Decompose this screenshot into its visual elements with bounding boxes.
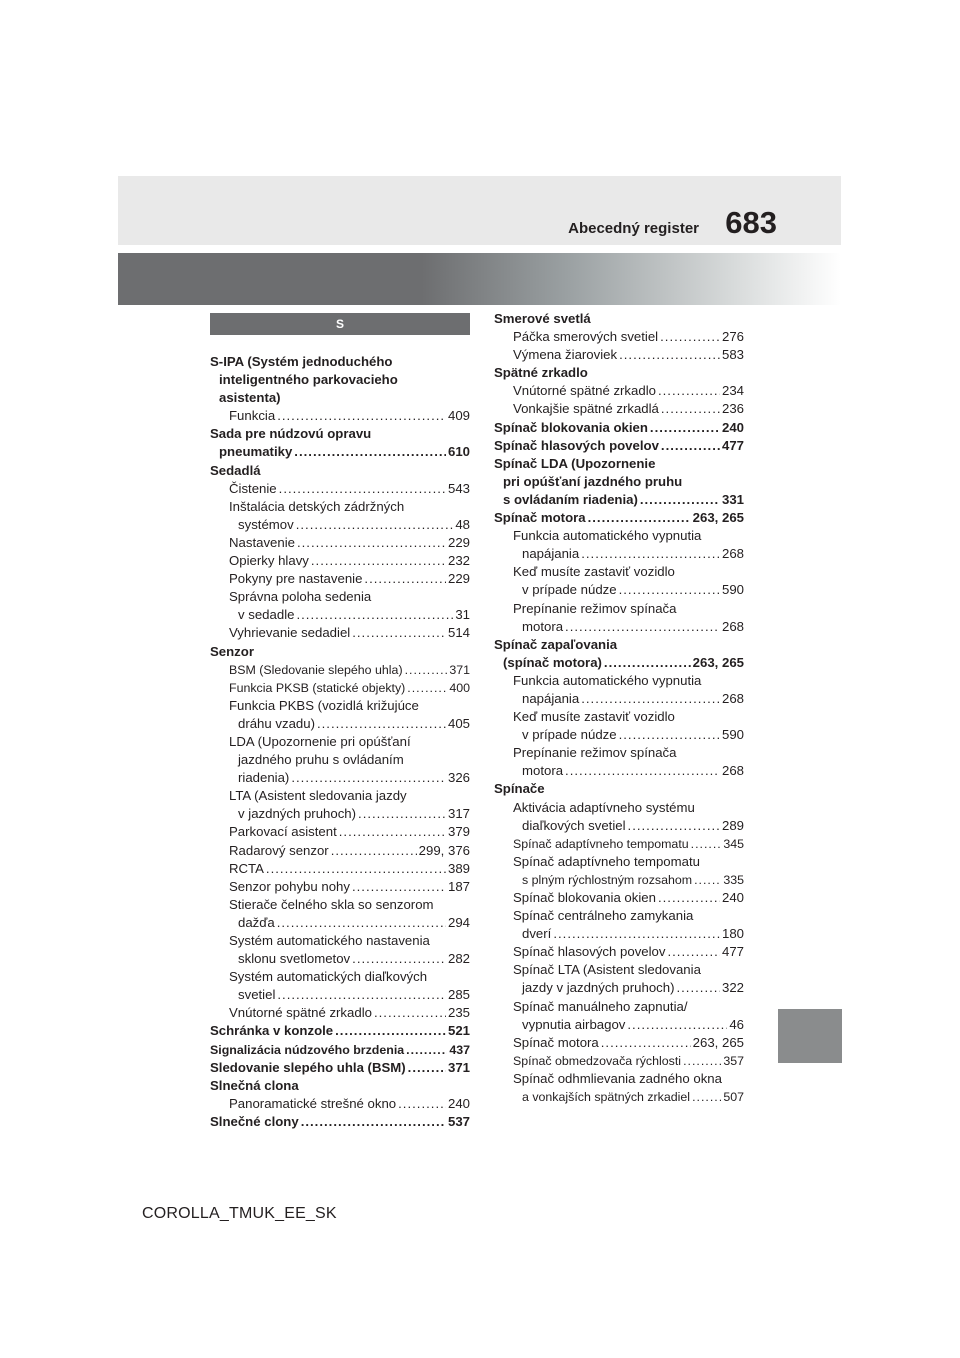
index-entry [494,1052,744,1070]
dot-leader [661,437,720,455]
dot-leader [277,986,446,1004]
index-entry [494,545,744,563]
index-entry: Keď musíte zastaviť vozidlo [513,709,675,725]
index-entry [210,860,470,878]
index-entry [494,925,744,943]
index-entry [494,762,744,780]
index-entry-page: 276 [721,329,744,345]
index-entry-text: Pokyny pre nastavenie [229,571,363,587]
dot-leader [406,1041,447,1059]
index-entry-text: Spínač hlasových povelov [513,944,666,960]
dot-leader [296,606,453,624]
index-entry-page: 294 [447,914,470,930]
index-entry-page: 400 [449,680,470,695]
index-entry: Spínač odhmlievania zadného okna [513,1070,722,1086]
index-entry: Keď musíte zastaviť vozidlo [513,564,675,580]
index-entry [494,509,744,527]
index-entry: Funkcia PKBS (vozidlá križujúce [229,697,419,713]
index-entry [210,679,470,697]
index-entry [494,943,744,961]
dot-leader [553,925,720,943]
index-entry [494,400,744,418]
index-entry-page: 590 [721,582,744,598]
index-entry [210,1113,470,1131]
index-entry-text: Nastavenie [229,534,295,550]
index-entry-page: 46 [729,1016,744,1032]
index-entry-text: dráhu vzadu) [238,715,315,731]
dot-leader [296,516,454,534]
index-entry [210,480,470,498]
index-entry-text: Spínač obmedzovača rýchlosti [513,1053,682,1068]
index-entry [210,823,470,841]
dot-leader [266,860,446,878]
index-entry-page: 405 [447,715,470,731]
index-entry-text: Spínač motora [494,510,586,526]
dot-leader [660,328,720,346]
index-entry [494,871,744,889]
index-entry: Systém automatických diaľkových [229,969,428,985]
index-column-right [494,310,744,1106]
index-entry [494,419,744,437]
dot-leader [335,1022,446,1040]
dot-leader [658,889,720,907]
index-entry-page: 263, 265 [692,654,744,670]
dot-leader [358,805,446,823]
dot-leader [352,624,446,642]
index-entry-page: 590 [721,727,744,743]
index-entry-page: 345 [723,836,744,851]
index-entry-page: 322 [721,980,744,996]
index-entry-page: 610 [447,444,470,460]
index-entry-page: 235 [447,1005,470,1021]
index-entry [210,516,470,534]
index-entry-page: 299, 376 [418,842,470,858]
index-entry: Spínač LTA (Asistent sledovania [513,962,701,978]
dot-leader [588,509,691,527]
index-entry-text: Vonkajšie spätné zrkadlá [513,401,659,417]
dot-leader [311,552,446,570]
index-entry-text: RCTA [229,860,264,876]
index-entry-text: vypnutia airbagov [522,1016,626,1032]
dot-leader [317,715,446,733]
index-entry-text: a vonkajších spätných zrkadiel [522,1090,691,1105]
index-entry-text: BSM (Sledovanie slepého uhla) [229,662,403,677]
index-entry: Spínače [494,781,545,797]
index-entry-text: Senzor pohybu nohy [229,878,350,894]
index-entry-page: 268 [721,618,744,634]
dot-leader [694,871,721,889]
index-entry-page: 229 [447,534,470,550]
dot-leader [691,835,722,853]
index-entry: Funkcia automatického vypnutia [513,672,702,688]
index-entry-page: 240 [721,890,744,905]
index-entry-page: 268 [721,546,744,562]
index-entry-text: pneumatiky [219,444,293,460]
index-entry [210,878,470,896]
index-entry [210,1059,470,1077]
dot-leader [297,534,446,552]
index-entry-page: 477 [721,944,744,960]
index-entry-text: Vnútorné spätné zrkadlo [513,383,656,399]
dot-leader [364,570,446,588]
index-entry [210,805,470,823]
index-entry-page: 437 [449,1042,470,1057]
index-entry: Spínač adaptívneho tempomatu [513,853,700,869]
dot-leader [277,407,446,425]
dot-leader [405,661,448,679]
dot-leader [407,679,447,697]
index-entry-page: 234 [721,383,744,399]
dot-leader [277,914,446,932]
dot-leader [604,654,691,672]
index-entry [494,328,744,346]
index-entry-page: 477 [721,437,744,453]
index-entry: Sada pre núdzovú opravu [210,426,372,442]
index-entry-text: svetiel [238,987,276,1003]
dot-leader [581,545,720,563]
index-entry-page: 232 [447,553,470,569]
index-entry [494,690,744,708]
index-entry: Systém automatického nastavenia [229,933,430,948]
index-entry [210,443,470,461]
index-entry-page: 335 [723,872,744,887]
index-entry-page: 409 [447,408,470,424]
dot-leader [667,943,720,961]
dot-leader [628,817,720,835]
index-entry [210,1004,470,1022]
index-entry: Spínač zapaľovania [494,636,618,652]
index-entry-text: Spínač blokovania okien [513,890,656,905]
index-entry-text: napájania [522,690,580,706]
index-entry-text: dverí [522,926,552,942]
dot-leader [331,842,417,860]
index-entry-page: 371 [449,662,470,677]
index-entry-text: motora [522,618,564,634]
index-entry-text: systémov [238,516,294,532]
index-entry [494,437,744,455]
index-entry-page: 263, 265 [692,510,744,526]
index-entry [494,491,744,509]
dot-leader [683,1052,721,1070]
dot-leader [398,1095,446,1113]
index-entry-page: 285 [447,987,470,1003]
index-entry-page: 357 [723,1053,744,1068]
index-entry [210,715,470,733]
index-entry: Inštalácia detských zádržných [229,498,405,514]
dot-leader [374,1004,446,1022]
chapter-tab [778,1009,842,1063]
dot-leader [279,480,446,498]
index-entry: Slnečná clona [210,1077,299,1093]
index-entry-page: 289 [721,817,744,833]
index-entry: asistenta) [219,390,281,406]
index-entry-text: v jazdných pruhoch) [238,806,357,822]
index-entry [210,534,470,552]
index-entry [210,986,470,1004]
index-entry-page: 514 [447,625,470,641]
index-entry [210,552,470,570]
dot-leader [301,1113,446,1131]
dot-leader [650,419,720,437]
index-entry-page: 240 [721,419,744,435]
index-entry-page: 583 [721,347,744,363]
index-entry [210,842,470,860]
index-entry [210,1095,470,1113]
index-entry [494,581,744,599]
index-entry: Správna poloha sedenia [229,589,372,605]
index-entry-text: jazdy v jazdných pruhoch) [522,980,675,996]
dot-leader [352,950,446,968]
index-entry [210,570,470,588]
dot-leader [294,443,446,461]
dot-leader [619,726,720,744]
dot-leader [661,400,720,418]
index-entry-page: 240 [447,1095,470,1111]
dot-leader [339,823,446,841]
index-entry-text: riadenia) [238,770,290,786]
index-entry [210,769,470,787]
index-entry-text: Čistenie [229,480,277,496]
index-entry-page: 31 [455,607,470,623]
index-entry-page: 543 [447,480,470,496]
index-entry-text: sklonu svetlometov [238,951,351,967]
index-entry-page: 180 [721,926,744,942]
index-entry [210,661,470,679]
index-entry-page: 371 [447,1059,470,1075]
dot-leader [619,346,720,364]
dot-leader [627,1016,727,1034]
index-entry [494,979,744,997]
index-entry-text: Spínač blokovania okien [494,419,648,435]
section-title: Abecedný register [568,220,699,237]
dot-leader [692,1088,721,1106]
dot-leader [581,690,720,708]
index-entry-page: 537 [447,1113,470,1129]
index-entry-text: Funkcia [229,408,276,424]
index-entry-text: Sledovanie slepého uhla (BSM) [210,1059,406,1075]
dot-leader [565,762,720,780]
index-entry: Funkcia automatického vypnutia [513,528,702,544]
index-entry-text: v prípade núdze [522,727,617,743]
index-entry-text: (spínač motora) [503,654,602,670]
index-entry: Spínač manuálneho zapnutia/ [513,998,688,1014]
dot-leader [291,769,446,787]
dot-leader [601,1034,691,1052]
index-entry [210,624,470,642]
index-entry-page: 317 [447,806,470,822]
index-entry [210,407,470,425]
index-entry-text: s ovládaním riadenia) [503,491,638,507]
index-entry [494,382,744,400]
index-entry [210,950,470,968]
index-entry: Spínač centrálneho zamykania [513,908,694,924]
index-entry-page: 187 [447,878,470,894]
index-entry: LDA (Upozornenie pri opúšťaní [229,733,411,749]
index-entry: Sedadlá [210,462,261,478]
document-code: COROLLA_TMUK_EE_SK [142,1205,337,1222]
index-entry-page: 507 [723,1090,744,1105]
index-entry: LTA (Asistent sledovania jazdy [229,788,407,804]
index-entry-text: v sedadle [238,607,295,623]
dot-leader [352,878,446,896]
index-entry [210,1041,470,1059]
index-entry: Senzor [210,643,254,659]
index-entry-page: 282 [447,951,470,967]
index-entry-page: 521 [447,1023,470,1039]
dot-leader [658,382,720,400]
index-entry: Smerové svetlá [494,311,591,326]
index-entry-text: napájania [522,546,580,562]
index-entry: jazdného pruhu s ovládaním [238,752,404,768]
index-entry [210,914,470,932]
index-entry [210,1022,470,1040]
dot-leader [640,491,720,509]
dot-leader [565,618,720,636]
index-entry-text: diaľkových svetiel [522,817,626,833]
index-entry-text: Výmena žiaroviek [513,347,618,363]
index-entry [494,1088,744,1106]
index-entry: Spínač LDA (Upozornenie [494,455,656,471]
index-entry-page: 236 [721,401,744,417]
index-entry-page: 379 [447,824,470,840]
index-entry-page: 268 [721,763,744,779]
page-number: 683 [725,205,777,240]
index-entry [494,726,744,744]
index-entry [494,1034,744,1052]
index-entry-text: s plným rýchlostným rozsahom [522,872,693,887]
dot-leader [676,979,720,997]
index-entry-text: Schránka v konzole [210,1023,334,1039]
index-entry-text: dažďa [238,914,275,930]
index-entry [494,889,744,907]
page-header [118,176,841,245]
dot-leader [408,1059,446,1077]
index-entry [494,1016,744,1034]
index-entry-page: 229 [447,571,470,587]
index-entry-page: 389 [447,860,470,876]
dot-leader [619,581,720,599]
index-entry-page: 263, 265 [692,1034,744,1050]
index-entry: Prepínanie režimov spínača [513,600,677,616]
index-entry-page: 331 [721,491,744,507]
index-entry-text: Vnútorné spätné zrkadlo [229,1005,372,1021]
index-entry: Stierače čelného skla so senzorom [229,896,434,912]
index-entry: Spätné zrkadlo [494,365,588,381]
index-entry [494,618,744,636]
index-entry: pri opúšťaní jazdného pruhu [503,473,683,489]
index-entry-text: Slnečné clony [210,1113,299,1129]
index-entry-text: Parkovací asistent [229,824,337,840]
index-entry: inteligentného parkovacieho [219,372,398,388]
index-entry-text: Opierky hlavy [229,553,309,569]
index-entry-text: Spínač motora [513,1034,599,1050]
index-entry: Prepínanie režimov spínača [513,745,677,761]
index-entry-text: v prípade núdze [522,582,617,598]
index-entry-text: Spínač hlasových povelov [494,437,659,453]
index-entry-page: 326 [447,770,470,786]
header-band [118,253,841,305]
index-entry-text: Panoramatické strešné okno [229,1095,397,1111]
index-entry-page: 268 [721,690,744,706]
index-letter-heading: S [210,313,470,335]
index-entry-text: Spínač adaptívneho tempomatu [513,836,689,851]
index-entry [494,346,744,364]
index-entry: S-IPA (Systém jednoduchého [210,354,393,369]
index-entry-text: Páčka smerových svetiel [513,329,659,345]
index-entry-text: Funkcia PKSB (statické objekty) [229,680,406,695]
index-entry: Aktivácia adaptívneho systému [513,799,695,815]
index-column-left [210,310,470,1131]
index-entry-text: Vyhrievanie sedadiel [229,625,351,641]
index-entry-text: Radarový senzor [229,842,329,858]
index-entry [494,835,744,853]
index-entry [494,817,744,835]
index-entry-text: Signalizácia núdzového brzdenia [210,1042,405,1057]
index-entry-page: 48 [455,516,470,532]
index-entry [210,606,470,624]
index-entry [494,654,744,672]
index-entry-text: motora [522,763,564,779]
